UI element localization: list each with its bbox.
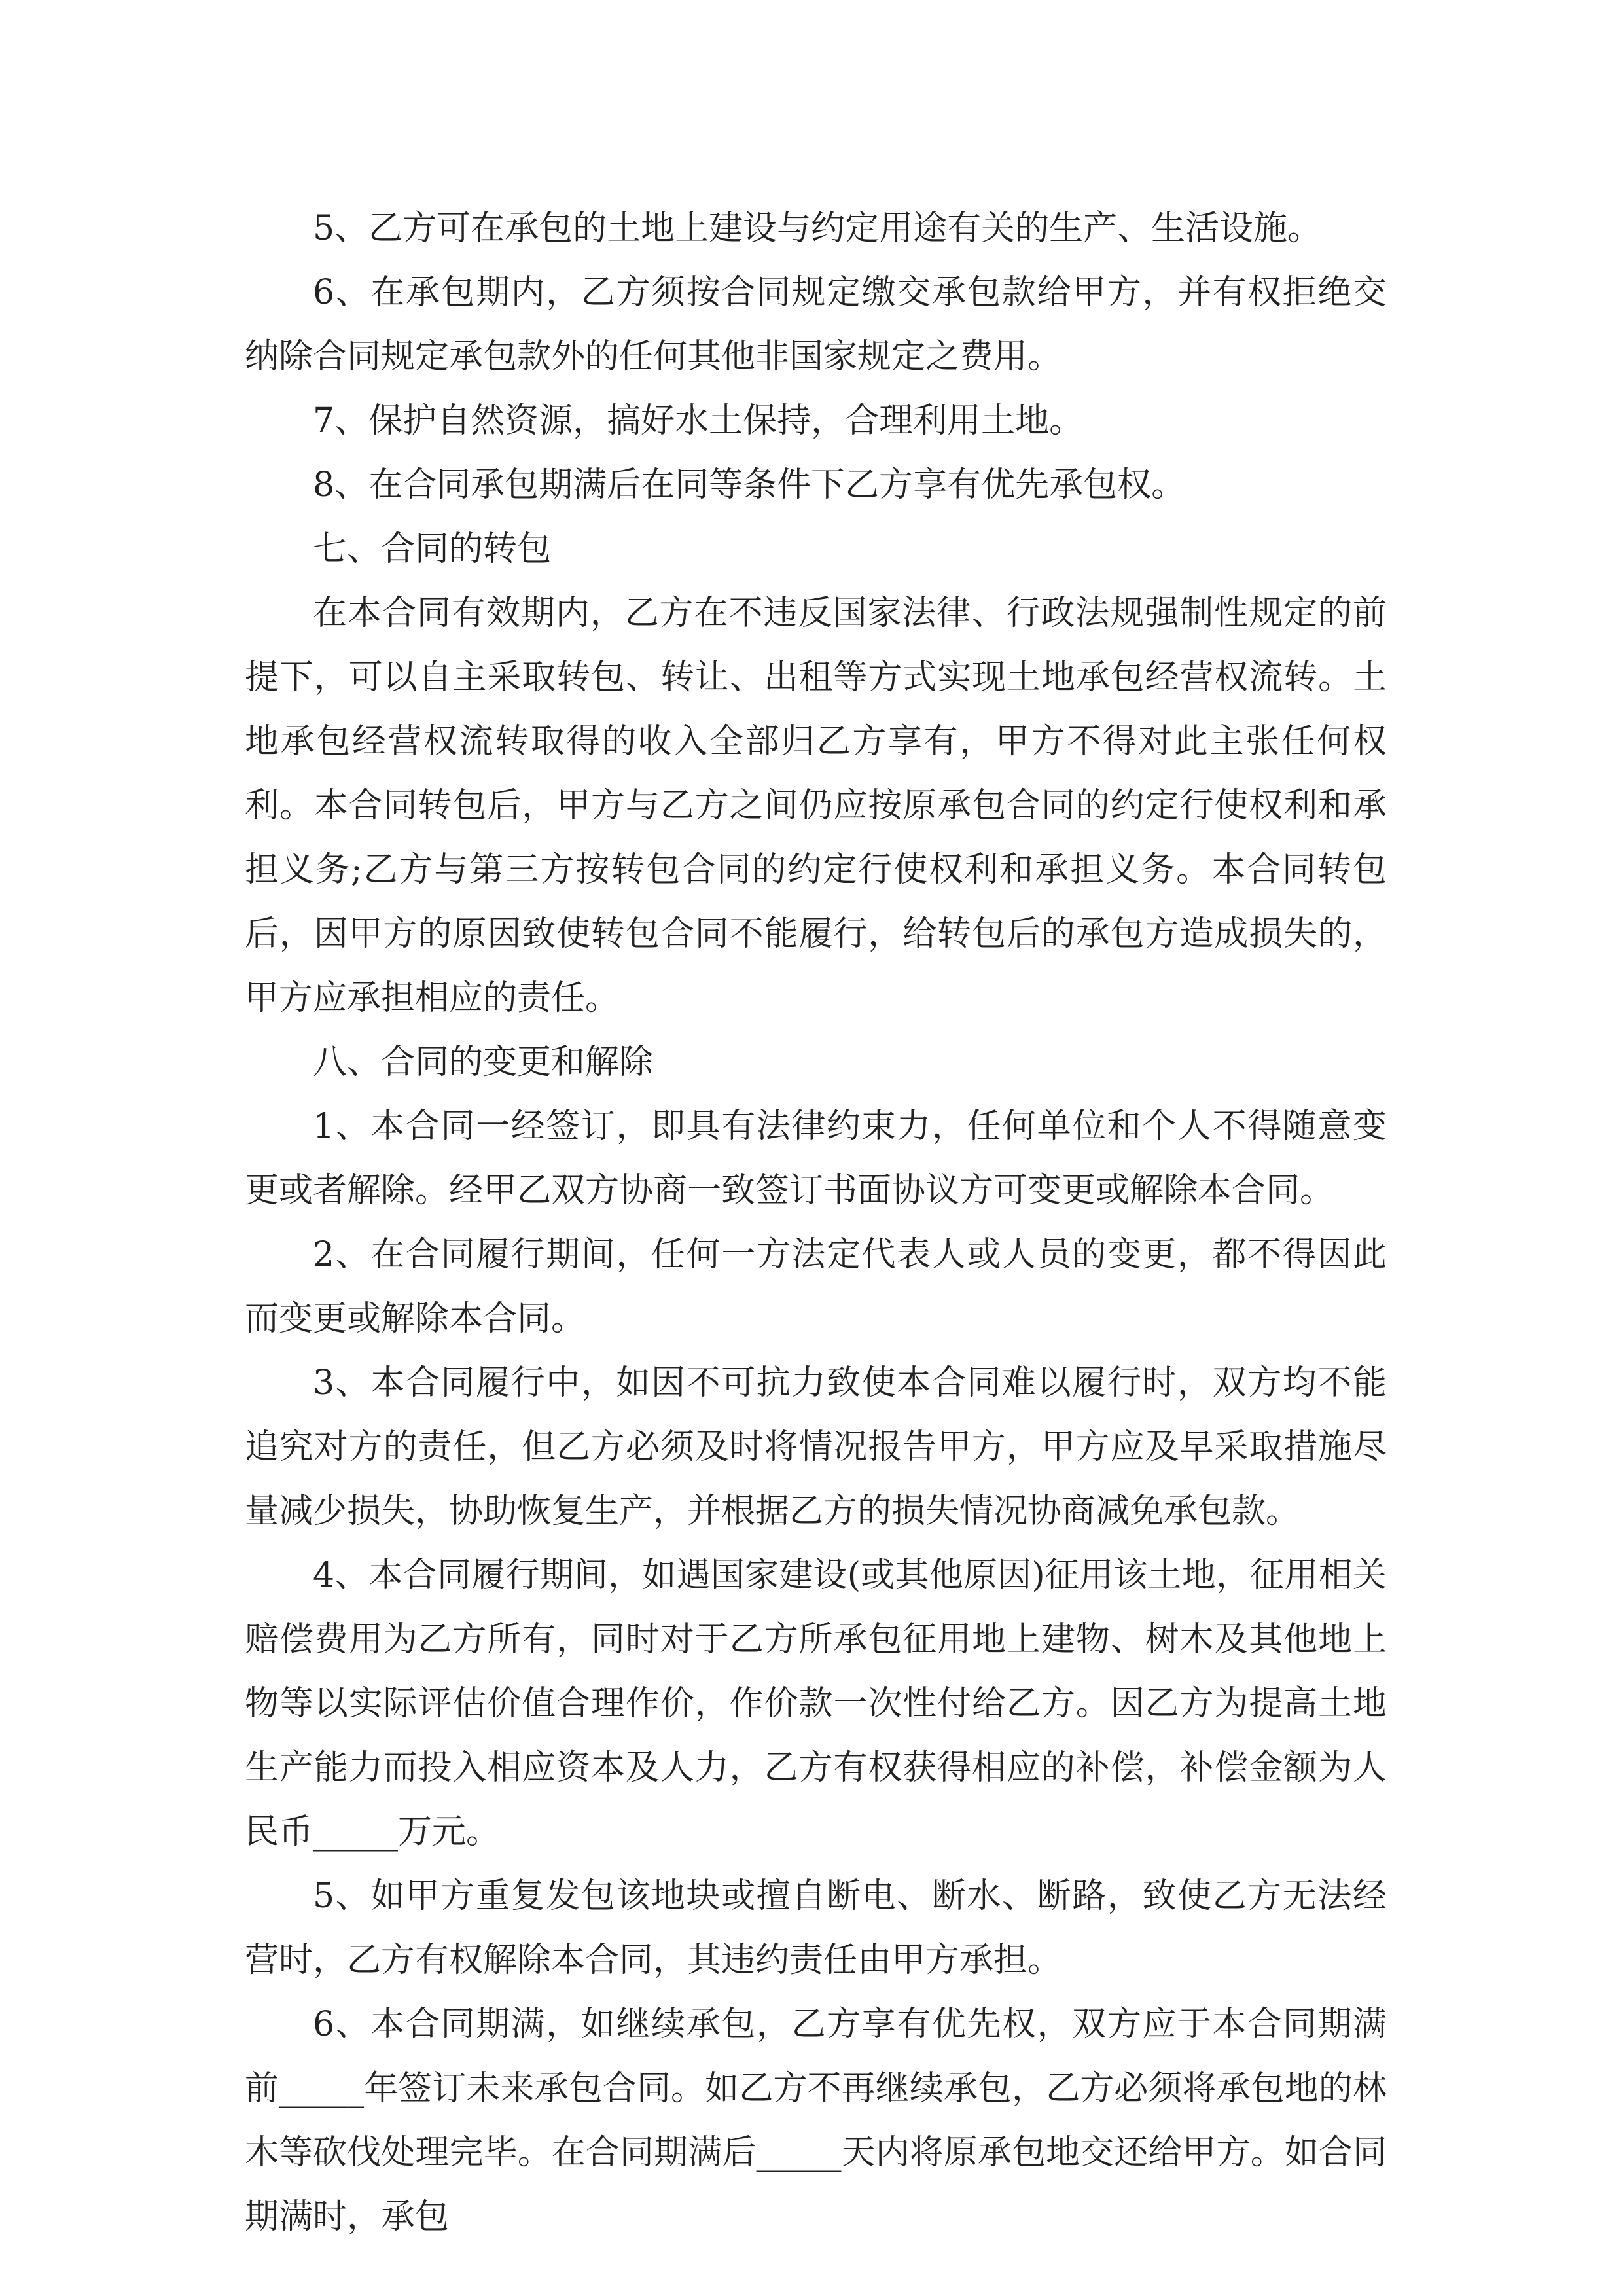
paragraph-clause-6-expiry: 6、本合同期满，如继续承包，乙方享有优先权，双方应于本合同期满前_____年签订未来承包合同。如乙方不再继续承包，乙方必须将承包地的林木等砍伐处理完毕。在合同期满后_____天内将原承包地交还给甲方。如合同期满时，承包 [245,2005,1387,2236]
paragraph-clause-5-rescission: 5、如甲方重复发包该地块或擅自断电、断水、断路，致使乙方无法经营时，乙方有权解除本合同，其违约责任由甲方承担。 [245,1876,1387,1980]
paragraph-clause-2-personnel: 2、在合同履行期间，任何一方法定代表人或人员的变更，都不得因此而变更或解除本合同。 [245,1235,1387,1338]
paragraph-clause-4-expropriation: 4、本合同履行期间，如遇国家建设(或其他原因)征用该土地，征用相关赔偿费用为乙方所有，同时对于乙方所承包征用地上建物、树木及其他地上物等以实际评估价值合理作价，作价款一次性付给乙方。因乙方为提高土地生产能力而投入相应资本及人力，乙方有权获得相应的补偿，补偿金额为人民币_____万元。 [245,1556,1387,1852]
paragraph-subcontract-body: 在本合同有效期内，乙方在不违反国家法律、行政法规强制性规定的前提下，可以自主采取转包、转让、出租等方式实现土地承包经营权流转。土地承包经营权流转取得的收入全部归乙方享有，甲方不得对此主张任何权利。本合同转包后，甲方与乙方之间仍应按原承包合同的约定行使权利和承担义务;乙方与第三方按转包合同的约定行使权利和承担义务。本合同转包后，因甲方的原因致使转包合同不能履行，给转包后的承包方造成损失的，甲方应承担相应的责任。 [245,594,1387,1018]
document-body [245,196,1387,2249]
paragraph-item-6-payment: 6、在承包期内，乙方须按合同规定缴交承包款给甲方，并有权拒绝交纳除合同规定承包款外的任何其他非国家规定之费用。 [245,273,1387,376]
section-heading-change-termination: 八、合同的变更和解除 [313,1043,654,1082]
paragraph-item-7-resources: 7、保护自然资源，搞好水土保持，合理利用土地。 [313,401,1084,440]
paragraph-clause-3-force-majeure: 3、本合同履行中，如因不可抗力致使本合同难以履行时，双方均不能追究对方的责任，但乙方必须及时将情况报告甲方，甲方应及早采取措施尽量减少损失，协助恢复生产，并根据乙方的损失情况协商减免承包款。 [245,1363,1387,1531]
paragraph-clause-1-binding: 1、本合同一经签订，即具有法律约束力，任何单位和个人不得随意变更或者解除。经甲乙双方协商一致签订书面协议方可变更或解除本合同。 [245,1107,1387,1210]
section-heading-subcontract: 七、合同的转包 [313,529,552,569]
paragraph-item-8-priority: 8、在合同承包期满后在同等条件下乙方享有优先承包权。 [313,465,1186,505]
paragraph-item-5-facilities: 5、乙方可在承包的土地上建设与约定用途有关的生产、生活设施。 [313,209,1322,248]
